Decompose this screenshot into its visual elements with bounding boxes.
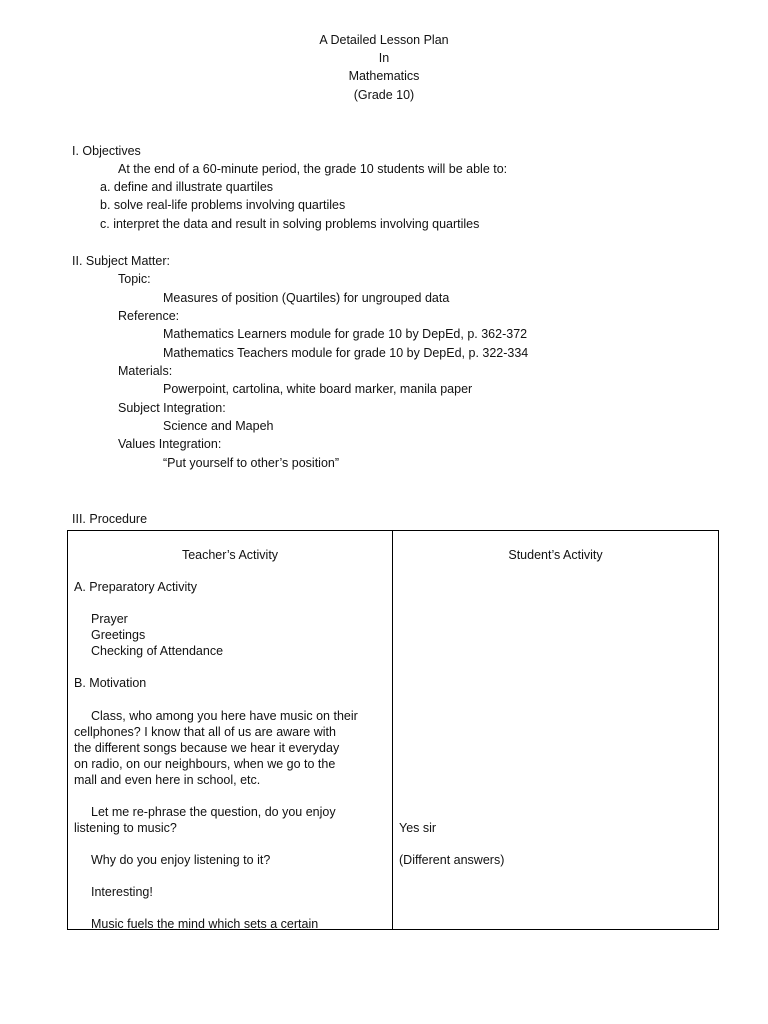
preparatory-heading: A. Preparatory Activity [74, 580, 197, 594]
student-answer: Yes sir [399, 821, 437, 835]
subject-integration-label: Subject Integration: [118, 401, 226, 415]
doc-title: A Detailed Lesson Plan [319, 33, 449, 47]
student-answer: (Different answers) [399, 853, 505, 867]
reference-label: Reference: [118, 309, 180, 323]
motivation-text-line: the different songs because we hear it everyday [74, 741, 340, 755]
subject-integration-value: Science and Mapeh [163, 419, 274, 433]
subject-matter-heading: II. Subject Matter: [72, 254, 170, 268]
doc-grade: (Grade 10) [353, 88, 415, 102]
motivation-text-line: Let me re-phrase the question, do you enjoy [91, 805, 336, 819]
motivation-text-line: mall and even here in school, etc. [74, 773, 261, 787]
motivation-remark: Interesting! [91, 885, 153, 899]
objective-item: a. define and illustrate quartiles [100, 180, 274, 194]
topic-value: Measures of position (Quartiles) for ungrouped data [163, 291, 450, 305]
topic-label: Topic: [118, 272, 151, 286]
materials-value: Powerpoint, cartolina, white board marker, manila paper [163, 382, 473, 396]
student-activity-header: Student’s Activity [508, 548, 603, 562]
values-integration-value: “Put yourself to other’s position” [163, 456, 340, 470]
reference-value: Mathematics Learners module for grade 10 by DepEd, p. 362-372 [163, 327, 528, 341]
procedure-heading: III. Procedure [72, 512, 148, 526]
values-integration-label: Values Integration: [118, 437, 222, 451]
motivation-text-line: cellphones? I know that all of us are aware with [74, 725, 336, 739]
preparatory-item: Greetings [91, 628, 146, 642]
procedure-table [67, 530, 719, 930]
preparatory-item: Prayer [91, 612, 128, 626]
motivation-text-line: Music fuels the mind which sets a certain [91, 917, 319, 931]
materials-label: Materials: [118, 364, 173, 378]
doc-title-in: In [378, 51, 390, 65]
objective-item: b. solve real-life problems involving quartiles [100, 198, 346, 212]
teacher-activity-header: Teacher’s Activity [181, 548, 279, 562]
motivation-question: Why do you enjoy listening to it? [91, 853, 271, 867]
doc-subject: Mathematics [348, 69, 420, 83]
motivation-text-line: on radio, on our neighbours, when we go to the [74, 757, 336, 771]
reference-value: Mathematics Teachers module for grade 10 by DepEd, p. 322-334 [163, 346, 529, 360]
motivation-text-line: Class, who among you here have music on their [91, 709, 358, 723]
motivation-text-line: listening to music? [74, 821, 177, 835]
preparatory-item: Checking of Attendance [91, 644, 224, 658]
column-divider [392, 531, 393, 929]
motivation-heading: B. Motivation [74, 676, 147, 690]
objectives-heading: I. Objectives [72, 144, 141, 158]
objectives-intro: At the end of a 60-minute period, the grade 10 students will be able to: [118, 162, 508, 176]
objective-item: c. interpret the data and result in solving problems involving quartiles [100, 217, 480, 231]
